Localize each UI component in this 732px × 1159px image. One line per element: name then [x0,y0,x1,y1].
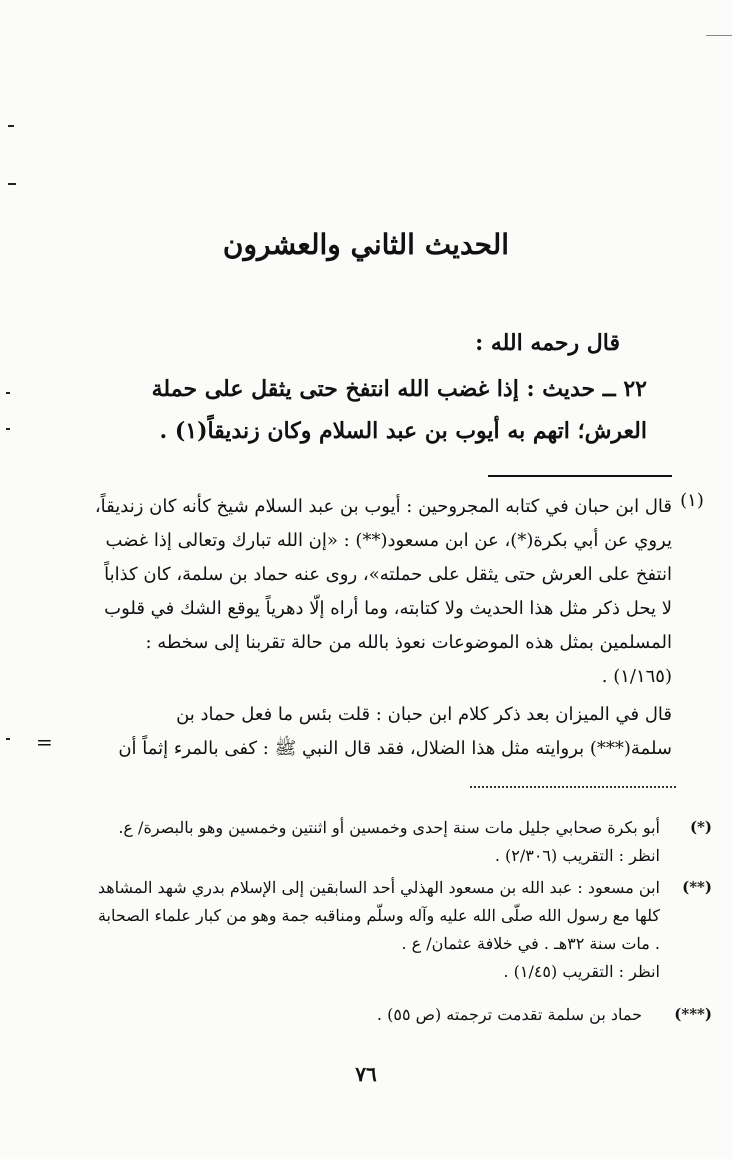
continuation-mark: = [36,730,53,754]
subnote-marker: (*) [689,818,712,836]
footnote-rule [488,475,672,477]
subnote-line: انظر : التقريب (١/٤٥) . [503,962,660,981]
footnote-1-text: قال ابن حبان في كتابه المجروحين : أيوب بن عبد السلام شيخ كأنه كان زنديقاً، يروي عن أبي بكرة(*)، عن ابن مسعود(**) : «إن الله تبارك وتعالى إذا غضب انتفخ على العرش حتى يثقل على حملته»، روى عنه حماد بن سلمة، كان كذاباً لا يحل ذكر مثل هذا الحديث ولا كتابته، وما أراه إلّا دهرياً يوقع الشك في قلوب المسلمين بمثل هذه الموضوعات نعوذ بالله من حالة تقربنا إلى سخطه : (١/١٦٥) . [94,496,672,687]
subnote-3 [102,1001,642,1029]
footnote-number: (١) [680,490,704,511]
scan-mark [8,125,14,127]
intro-text: قال رحمه الله : [475,330,620,356]
page-number: ٧٦ [355,1062,377,1086]
hadith-text: ٢٢ ــ حديث : إذا غضب الله انتفخ حتى يثقل على حملة العرش؛ اتهم به أيوب بن عبد السلام وكان زنديقاً(١) . [151,376,647,444]
scan-mark [8,183,16,185]
subnote-marker: (***) [674,1005,712,1023]
scan-mark [6,392,10,394]
chapter-heading: الحديث الثاني والعشرون [222,228,510,261]
scan-mark [6,738,10,740]
scan-mark [6,428,10,430]
scan-mark [706,35,732,36]
subnote-1 [90,814,660,870]
subnote-2 [90,874,660,986]
subnote-line: أبو بكرة صحابي جليل مات سنة إحدى وخمسين أو اثنتين وخمسين وهو بالبصرة/ ع. [118,818,660,837]
subnote-marker: (**) [682,878,712,896]
subnote-separator [470,786,676,788]
footnote-1-paragraph-2: قال في الميزان بعد ذكر كلام ابن حبان : قلت بئس ما فعل حماد بن سلمة(***) بروايته مثل هذا الضلال، فقد قال النبي ﷺ : كفى بالمرء إثماً أن [118,704,672,759]
subnote-line: انظر : التقريب (٢/٣٠٦) . [494,846,660,865]
subnote-line: ابن مسعود : عبد الله بن مسعود الهذلي أحد السابقين إلى الإسلام بدري شهد المشاهد كلها مع رسول الله صلّى الله عليه وآله وسلّم ومناقبه جمة وهو من كبار علماء الصحابة . مات سنة ٣٢هـ . في خلافة عثمان/ ع . [97,878,660,953]
subnote-line: حماد بن سلمة تقدمت ترجمته (ص ٥٥) . [376,1005,642,1024]
